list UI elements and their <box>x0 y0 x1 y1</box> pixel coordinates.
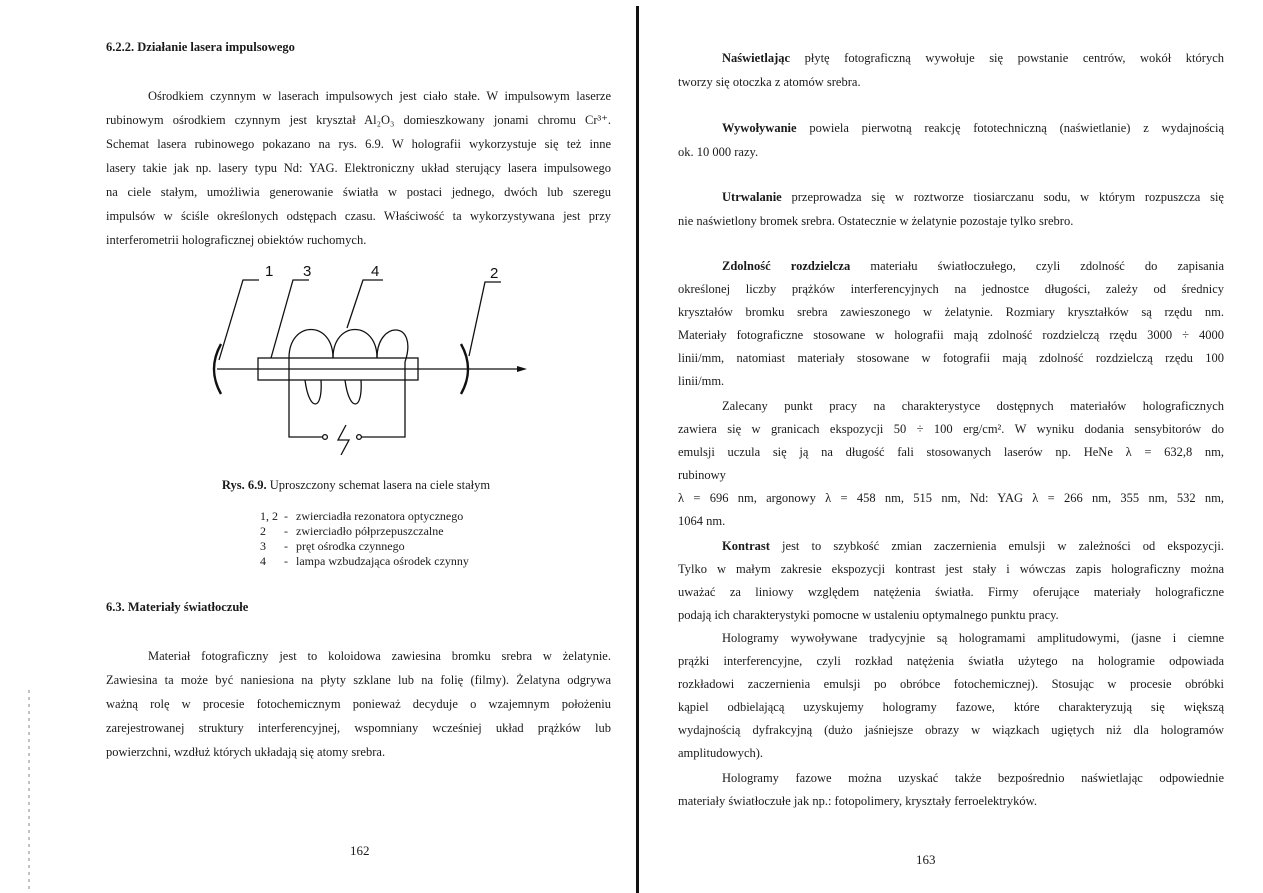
text-line: 1064 nm. <box>678 514 726 528</box>
figure-legend <box>260 509 469 569</box>
figure-label-1: 1 <box>265 263 274 280</box>
text-line: uważać za liniowy względem natężenia światła. Firmy oferujące materiały holograficzne <box>678 585 1224 599</box>
lamp-coil-3 <box>377 330 408 362</box>
text-line: zarejestrowanej struktury interferencyjnej, wspomniany wcześniej układ prążków lub <box>106 721 611 735</box>
text-line: emulsji uczula się ją na długość fali stosowanych laserów np. HeNe λ = 632,8 nm, <box>678 445 1224 459</box>
text-line: prążki interferencyjne, czyli rozkład natężenia światła użytego na hologramie odpowiada <box>678 654 1224 668</box>
text-run: powiela pierwotną reakcję fototechniczną (naświetlanie) z wydajnością <box>796 121 1224 135</box>
term-development: Wywoływanie <box>722 121 797 135</box>
book-gutter <box>636 6 639 893</box>
lamp-coil-bottom-1 <box>305 380 321 404</box>
text-line: Materiały fotograficzne stosowane w holografii mają zdolność rozdzielczą rzędu 3000 ÷ 4000 <box>678 328 1224 342</box>
text-line: zawiera się w granicach ekspozycji 50 ÷ 100 erg/cm². W wyniku dodania sensybitorów do <box>678 422 1224 436</box>
text-line: wydajnością dyfrakcyjną (dużo jaśniejsze obrazy w wiązkach ugiętych niż dla hologramów <box>678 723 1224 737</box>
text-line: λ = 696 nm, argonowy λ = 458 nm, 515 nm, Nd: YAG λ = 266 nm, 355 nm, 532 nm, <box>678 491 1224 505</box>
page-number: 162 <box>350 843 370 858</box>
legend-num: 1, 2 <box>260 509 278 523</box>
leader-line-4 <box>347 280 383 328</box>
text-line: amplitudowych). <box>678 746 764 760</box>
text-line <box>678 46 1224 70</box>
legend-dash: - <box>284 554 288 568</box>
legend-dash: - <box>284 509 288 523</box>
text-line <box>678 535 1224 558</box>
legend-item <box>260 539 469 554</box>
paragraph-contrast <box>678 535 1224 627</box>
text-line: rubinowy <box>678 468 726 482</box>
text-line: na ciele stałym, umożliwia generowanie światła w postaci jednego, dwóch lub szeregu <box>106 185 611 199</box>
figure-label-2: 2 <box>490 265 499 282</box>
text-line: linii/mm. <box>678 374 725 388</box>
text-line: Hologramy fazowe można uzyskać także bezpośrednio naświetlając odpowiednie <box>722 771 1224 785</box>
legend-num: 4 <box>260 554 266 568</box>
spark-gap-terminal <box>357 435 362 440</box>
paragraph-exposure <box>678 46 1224 94</box>
text-line: Zawiesina ta może być naniesiona na płyty szklane lub na folię (filmy). Żelatyna odgrywa <box>106 673 611 687</box>
lamp-coil-2 <box>333 330 377 359</box>
page-163 <box>644 0 1263 893</box>
spark-icon <box>338 425 349 455</box>
text-run: jest to szybkość zmian zaczernienia emulsji w zależności od ekspozycji. <box>769 539 1224 553</box>
text-line <box>678 116 1224 140</box>
text-line <box>678 185 1224 209</box>
legend-text: pręt ośrodka czynnego <box>296 539 405 553</box>
paragraph-impulse-laser <box>106 84 611 252</box>
leader-line-2 <box>469 282 501 356</box>
text-line: interferometrii holograficznej obiektów ruchomych. <box>106 233 367 247</box>
paragraph-resolution <box>678 255 1224 393</box>
paragraph-phase-holograms <box>678 767 1224 813</box>
text-line: Materiał fotograficzny jest to koloidowa zawiesina bromku srebra w żelatynie. <box>148 649 611 663</box>
text-run: przeprowadza się w roztworze tiosiarczanu sodu, w którym rozpuszcza się <box>781 190 1224 204</box>
lamp-lead-left <box>289 358 323 437</box>
text-line: linii/mm, natomiast materiały stosowane w fotografii mają zdolność rozdzielczą rzędu 100 <box>678 351 1224 365</box>
text-line: impulsów w ściśle określonych odstępach czasu. Właściwość ta wykorzystywana jest przy <box>106 209 611 223</box>
text-line: podają ich charakterystyki pomocne w ustaleniu optymalnego punktu pracy. <box>678 608 1059 622</box>
legend-text: zwierciadło półprzepuszczalne <box>296 524 444 538</box>
term-exposure: Naświetlając <box>722 51 791 65</box>
page-number: 163 <box>916 852 936 867</box>
lamp-lead-right <box>361 362 405 437</box>
text-line: Tylko w małym zakresie ekspozycji kontrast jest stały i wówczas zapis holograficzny można <box>678 562 1224 576</box>
legend-item <box>260 554 469 569</box>
text-run: materiału światłoczułego, czyli zdolność do zapisania <box>850 259 1224 273</box>
paragraph-amplitude-holograms <box>678 627 1224 765</box>
figure-label-4: 4 <box>371 263 380 280</box>
figure-caption <box>106 478 606 493</box>
paragraph-working-point <box>678 395 1224 533</box>
legend-dash: - <box>284 524 288 538</box>
text-line: rozkładowi zaczernienia emulsji po obróbce fotochemicznej). Stosując w procesie obróbki <box>678 677 1224 691</box>
lamp-coil-1 <box>289 330 333 359</box>
laser-schematic-figure <box>205 262 535 472</box>
text-line: ok. 10 000 razy. <box>678 145 759 159</box>
text-line: Zalecany punkt pracy na charakterystyce dostępnych materiałów holograficznych <box>722 399 1224 413</box>
paragraph-development <box>678 116 1224 164</box>
term-contrast: Kontrast <box>722 539 770 553</box>
legend-item <box>260 509 469 524</box>
text-line: określonej liczby prążków interferencyjnych na jednostce długości, zależy od średnicy <box>678 282 1224 296</box>
text-line: rubinowym ośrodkiem czynnym jest kryształ Al₂O₃ domieszkowany jonami chromu Cr³⁺. <box>106 113 611 127</box>
text-line: powierzchni, wzdłuż których układają się atomy srebra. <box>106 745 386 759</box>
text-line: Schemat lasera rubinowego pokazano na rys. 6.9. W holografii wykorzystuje się też inne <box>106 137 611 151</box>
caption-text: Uproszczony schemat lasera na ciele stałym <box>269 478 491 492</box>
spark-gap-terminal <box>323 435 328 440</box>
paragraph-fixing <box>678 185 1224 233</box>
beam-arrow <box>517 366 527 372</box>
legend-num: 3 <box>260 539 266 553</box>
section-heading-6-3: 6.3. Materiały światłoczułe <box>106 600 249 614</box>
text-run: płytę fotograficzną wywołuje się powstanie centrów, wokół których <box>790 51 1224 65</box>
legend-num: 2 <box>260 524 266 538</box>
caption-prefix: Rys. 6.9. <box>221 478 267 492</box>
text-line: materiały światłoczułe jak np.: fotopolimery, kryształy ferroelektryków. <box>678 794 1038 808</box>
text-line: kryształów bromku srebra zawieszonego w żelatynie. Rozmiary kryształków są rzędu nm. <box>678 305 1224 319</box>
text-line: lasery takie jak np. lasery typu Nd: YAG. Elektroniczny układ sterujący lasera impulsowego <box>106 161 611 175</box>
legend-text: lampa wzbudzająca ośrodek czynny <box>296 554 469 568</box>
figure-label-3: 3 <box>303 263 312 280</box>
section-heading-6-2-2: 6.2.2. Działanie lasera impulsowego <box>106 40 295 54</box>
legend-item <box>260 524 469 539</box>
term-resolution: Zdolność rozdzielcza <box>722 259 851 273</box>
leader-line-1 <box>219 280 259 360</box>
legend-dash: - <box>284 539 288 553</box>
term-fixing: Utrwalanie <box>722 190 782 204</box>
legend-text: zwierciadła rezonatora optycznego <box>296 509 464 523</box>
paragraph-photosensitive-materials <box>106 644 611 764</box>
text-line: tworzy się otoczka z atomów srebra. <box>678 75 861 89</box>
text-line: kąpiel odbielającą uzyskujemy hologramy fazowe, które charakteryzują się większą <box>678 700 1224 714</box>
text-line: ważną rolę w procesie fotochemicznym ponieważ decyduje o wzajemnym położeniu <box>106 697 611 711</box>
text-line: nie naświetlony bromek srebra. Ostatecznie w żelatynie pozostaje tylko srebro. <box>678 214 1074 228</box>
text-line: Hologramy wywoływane tradycyjnie są hologramami amplitudowymi, (jasne i ciemne <box>722 631 1224 645</box>
text-line: Ośrodkiem czynnym w laserach impulsowych jest ciało stałe. W impulsowym laserze <box>148 89 611 103</box>
lamp-coil-bottom-2 <box>345 380 361 404</box>
text-line <box>678 255 1224 278</box>
